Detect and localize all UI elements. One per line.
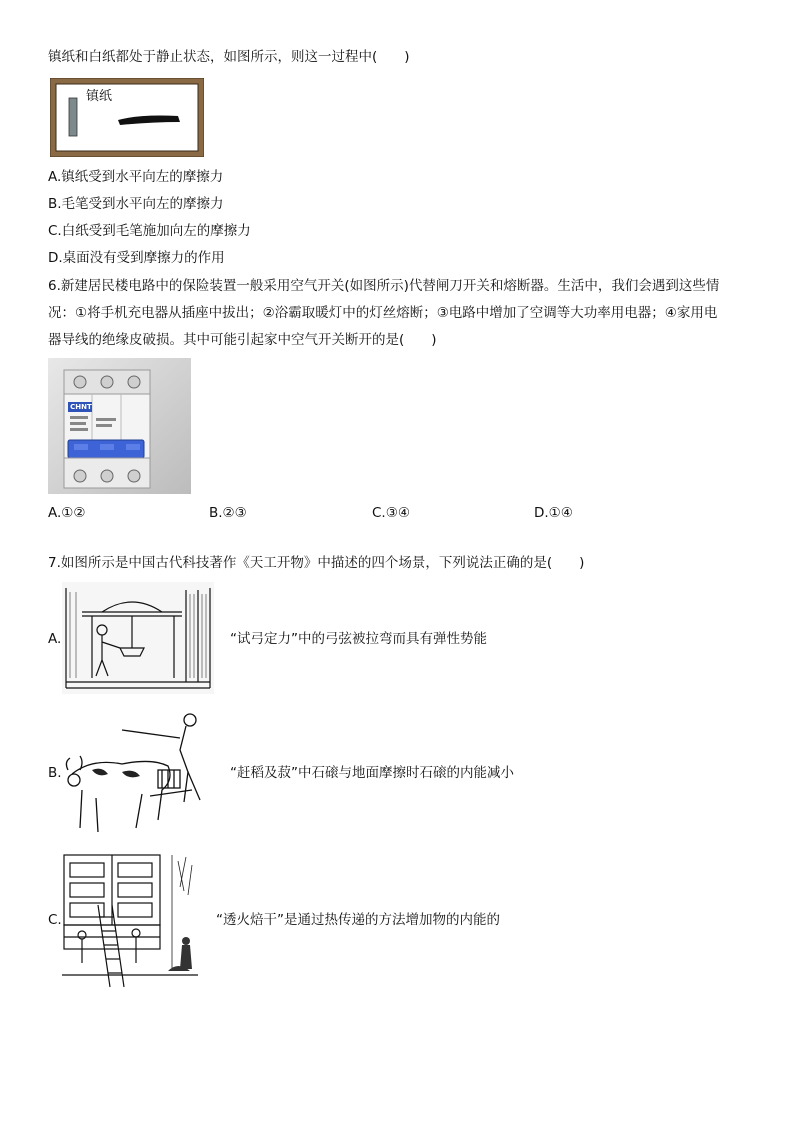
q5-option-b: B.毛笔受到水平向左的摩擦力 <box>48 196 224 212</box>
q5-option-c: C.白纸受到毛笔施加向左的摩擦力 <box>48 223 251 239</box>
paperweight-figure <box>50 78 204 157</box>
q7-item-b-text: “赶稻及菽”中石磙与地面摩擦时石磙的内能减小 <box>230 765 514 781</box>
q6-option-a: A.①② <box>48 505 86 521</box>
q7-item-c-text: “透火焙干”是通过热传递的方法增加物的内能的 <box>216 912 500 928</box>
q5-option-a: A.镇纸受到水平向左的摩擦力 <box>48 169 224 185</box>
q7-stem: 7.如图所示是中国古代科技著作《天工开物》中描述的四个场景，下列说法正确的是( ) <box>48 555 585 571</box>
q6-option-c: C.③④ <box>372 505 410 521</box>
brand-logo: CHNT <box>70 403 92 411</box>
q5-stem: 镇纸和白纸都处于静止状态，如图所示，则这一过程中( ) <box>48 49 410 65</box>
q6-stem-line-1: 6.新建居民楼电路中的保险装置一般采用空气开关(如图所示)代替闸刀开关和熔断器。生活中，我们会遇到这些情 <box>48 278 720 294</box>
paperweight-bar <box>69 98 77 136</box>
q6-option-b: B.②③ <box>209 505 247 521</box>
paperweight-label: 镇纸 <box>86 89 113 104</box>
q7-item-a-letter: A. <box>48 631 62 647</box>
air-switch-photo <box>48 358 191 494</box>
q6-option-d: D.①④ <box>534 505 573 521</box>
q5-option-d: D.桌面没有受到摩擦力的作用 <box>48 250 225 266</box>
q7-item-a-text: “试弓定力”中的弓弦被拉弯而具有弹性势能 <box>230 631 487 647</box>
fire-drying-woodcut <box>62 851 200 989</box>
q6-stem-line-2: 况：①将手机充电器从插座中拔出；②浴霸取暖灯中的灯丝熔断；③电路中增加了空调等大功率用电器；④家用电 <box>48 305 718 321</box>
q6-stem-line-3: 器导线的绝缘皮破损。其中可能引起家中空气开关断开的是( ) <box>48 332 437 348</box>
q7-item-c-letter: C. <box>48 912 62 928</box>
q7-item-b-letter: B. <box>48 765 62 781</box>
rice-threshing-woodcut <box>62 710 214 840</box>
bow-testing-woodcut <box>62 582 214 694</box>
